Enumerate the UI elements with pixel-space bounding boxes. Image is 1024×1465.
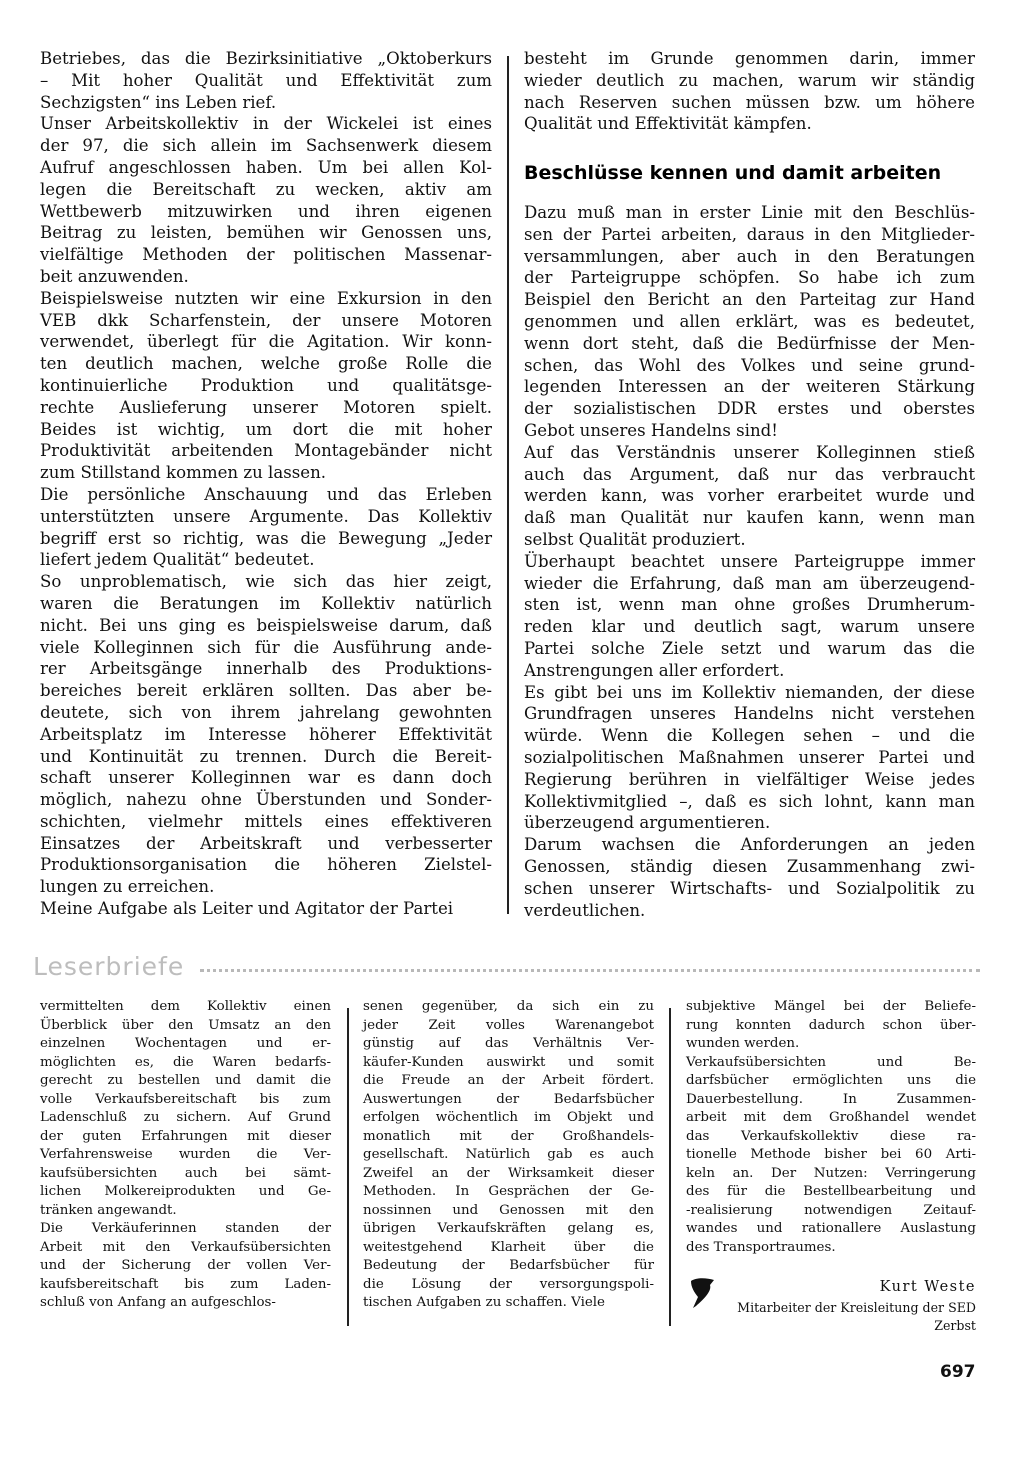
text-line: Auswertungen der Bedarfsbücher <box>363 1091 654 1107</box>
text-line: viele Kolleginnen sich für die Ausführung ande- <box>40 637 492 657</box>
text-line: die Freude an der Arbeit fördert. <box>363 1073 654 1088</box>
text-line: und der Sicherung der vollen Ver- <box>40 1258 331 1273</box>
text-line: sen der Partei arbeiten, daraus in den Mitglieder- <box>524 224 975 244</box>
text-line: monatlich mit der Großhandels- <box>363 1128 654 1144</box>
text-line: Verkaufsübersichten und Be- <box>686 1054 976 1070</box>
text-line: Auf das Verständnis unserer Kolleginnen stieß <box>524 442 975 462</box>
text-line: waren die Beratungen im Kollektiv natürlich <box>40 593 492 613</box>
text-line: Methoden. In Gesprächen der Ge- <box>363 1184 654 1199</box>
text-line: möglichten es, die Waren bedarfs- <box>40 1054 331 1070</box>
text-line: erfolgen wöchentlich im Objekt und <box>363 1110 654 1125</box>
text-line: tionelle Methode bisher bei 60 Arti- <box>686 1147 976 1162</box>
page-number: 697 <box>940 1362 976 1382</box>
section-dotted-rule <box>200 969 980 972</box>
text-line: des Transportraumes. <box>686 1239 836 1255</box>
text-line: arbeit mit dem Großhandel wendet <box>686 1110 976 1125</box>
text-line: nicht. Bei uns ging es beispielsweise darum, daß <box>40 615 492 635</box>
text-line: Dazu muß man in erster Linie mit den Beschlüs- <box>524 203 975 222</box>
text-line: Produktionsorganisation die höheren Zielstel- <box>40 855 492 875</box>
text-line: lichen Molkereiprodukten und Ge- <box>40 1184 331 1199</box>
letter-column-2 <box>363 998 654 1313</box>
text-line: -realisierung notwendigen Zeitauf- <box>686 1202 976 1218</box>
text-line: Arbeit mit den Verkaufsübersichten <box>40 1239 331 1255</box>
text-line: Es gibt bei uns im Kollektiv niemanden, der diese <box>524 682 975 702</box>
text-line: Partei solche Ziele setzt und warum das die <box>524 638 975 658</box>
text-line: schen unserer Wirtschafts- und Sozialpolitik zu <box>524 878 975 898</box>
text-line: besteht im Grunde genommen darin, immer <box>524 49 975 68</box>
text-line: subjektive Mängel bei der Beliefe- <box>686 999 976 1014</box>
text-line: Verfahrensweise wurden die Ver- <box>40 1147 331 1162</box>
text-line: der guten Erfahrungen mit dieser <box>40 1128 331 1144</box>
text-line: daß man Qualität nur kaufen kann, wenn man <box>524 508 975 528</box>
text-line: legenden Interessen an der weiteren Stärkung <box>524 377 975 397</box>
text-line: Überhaupt beachtet unsere Parteigruppe immer <box>524 551 975 571</box>
text-line: einzelnen Wochentagen und er- <box>40 1036 331 1051</box>
text-line: kaufsbereitschaft bis zum Laden- <box>40 1276 331 1292</box>
text-line: tischen Aufgaben zu schaffen. Viele <box>363 1295 605 1310</box>
text-line: wieder deutlich zu machen, warum wir ständig <box>524 70 975 90</box>
text-line: übrigen Verkaufskräften gelang es, <box>363 1221 654 1236</box>
text-line: wieder die Erfahrung, daß man am überzeugend- <box>524 573 975 593</box>
text-line: Darum wachsen die Anforderungen an jeden <box>524 835 975 855</box>
text-line: unterstützten unsere Argumente. Das Kollektiv <box>40 506 492 526</box>
section-label-leserbriefe: Leserbriefe <box>33 952 185 981</box>
article-column-left <box>40 48 492 920</box>
section-heading: Beschlüsse kennen und damit arbeiten <box>524 162 942 184</box>
text-line: rung konnten dadurch schon über- <box>686 1017 976 1033</box>
text-line: des für die Bestellbearbeitung und <box>686 1184 976 1199</box>
text-line: werden kann, was vorher erarbeitet wurde und <box>524 486 975 506</box>
text-line: Regierung berühren in vielfältiger Weise jedes <box>524 769 975 789</box>
author-name: Kurt Weste <box>879 1279 976 1295</box>
text-line: Qualität und Effektivität kämpfen. <box>524 114 812 134</box>
text-line: wenn dort steht, daß die Bedürfnisse der Men- <box>524 333 975 353</box>
text-line: selbst Qualität produziert. <box>524 529 746 549</box>
text-line: Kollektivmitglied –, daß es sich lohnt, kann man <box>524 791 975 811</box>
text-line: vermittelten dem Kollektiv einen <box>40 999 331 1014</box>
text-line: nossinnen und Genossen mit den <box>363 1202 654 1218</box>
text-line: Beides ist wichtig, um dort die mit hoher <box>40 419 492 439</box>
text-line: kontinuierliche Produktion und qualitätsge- <box>40 375 492 395</box>
text-line: schen, das Wohl des Volkes und seine grund- <box>524 355 975 375</box>
text-line: Ladenschluß zu sichern. Auf Grund <box>40 1110 331 1125</box>
text-line: weitestgehend Klarheit über die <box>363 1239 654 1255</box>
text-line: Unser Arbeitskollektiv in der Wickelei ist eines <box>40 114 492 134</box>
column-divider <box>669 1008 671 1326</box>
text-line: Gebot unseres Handelns sind! <box>524 420 778 440</box>
author-place: Zerbst <box>934 1318 976 1333</box>
text-line: gesellschaft. Natürlich gab es auch <box>363 1147 654 1162</box>
text-line: Betriebes, das die Bezirksinitiative „Oktoberkurs <box>40 49 492 68</box>
text-line: senen gegenüber, da sich ein zu <box>363 999 654 1014</box>
text-line: kaufsübersichten auch bei sämt- <box>40 1165 331 1181</box>
text-line: vielfältige Methoden der politischen Massenar- <box>40 245 492 265</box>
text-line: der 97, die sich allein im Sachsenwerk diesem <box>40 136 492 156</box>
text-line: lungen zu erreichen. <box>40 877 215 897</box>
text-line: Dauerbestellung. In Zusammen- <box>686 1091 976 1107</box>
text-line: tränken angewandt. <box>40 1202 177 1218</box>
text-line: Produktivität arbeitenden Montagebänder nicht <box>40 441 492 461</box>
column-divider <box>347 1008 349 1326</box>
text-line: nach Reserven suchen müssen bzw. um höhere <box>524 92 975 112</box>
text-line: schaft unserer Kolleginnen war es dann doch <box>40 768 492 788</box>
article-column-right-top <box>524 48 975 135</box>
text-line: darfsbücher ermöglichten uns die <box>686 1073 976 1088</box>
text-line: Genossen, ständig diesen Zusammenhang zwi- <box>524 856 975 876</box>
text-line: überzeugend argumentieren. <box>524 813 771 833</box>
text-line: deutete, sich von ihrem jahrelang gewohnten <box>40 702 492 722</box>
text-line: Beispiel den Bericht an den Parteitag zur Hand <box>524 290 975 310</box>
text-line: Zweifel an der Wirksamkeit dieser <box>363 1165 654 1181</box>
text-line: – Mit hoher Qualität und Effektivität zum <box>40 70 492 90</box>
text-line: günstig auf das Verhältnis Ver- <box>363 1036 654 1051</box>
text-line: die Lösung der versorgungspoli- <box>363 1276 654 1292</box>
text-line: der sozialistischen DDR erstes und oberstes <box>524 399 975 419</box>
text-line: sozialpolitischen Maßnahmen unserer Partei und <box>524 747 975 767</box>
text-line: möglich, nahezu ohne Überstunden und Sonder- <box>40 790 492 810</box>
text-line: genommen und allen erklärt, was es bedeutet, <box>524 311 975 331</box>
column-divider <box>507 56 509 914</box>
text-line: schichten, vielmehr mittels eines effektiveren <box>40 811 492 831</box>
text-line: versammlungen, aber auch in den Beratungen <box>524 246 975 266</box>
text-line: legen die Bereitschaft zu wecken, aktiv am <box>40 179 492 199</box>
text-line: wandes und rationallere Auslastung <box>686 1221 976 1236</box>
text-line: jeder Zeit volles Warenangebot <box>363 1017 654 1033</box>
text-line: auch das Argument, daß nur das verbraucht <box>524 464 975 484</box>
text-line: rechte Auslieferung unserer Motoren spielt. <box>40 397 492 417</box>
text-line: volle Verkaufsbereitschaft bis zum <box>40 1091 331 1107</box>
text-line: Die Verkäuferinnen standen der <box>40 1221 331 1236</box>
author-role: Mitarbeiter der Kreisleitung der SED <box>737 1300 976 1315</box>
text-line: Beitrag zu leisten, bemühen wir Genossen uns, <box>40 223 492 243</box>
text-line: Einsatzes der Arbeitskraft und verbesserter <box>40 833 492 853</box>
text-line: Anstrengungen aller erfordert. <box>524 660 785 680</box>
text-line: käufer-Kunden auswirkt und somit <box>363 1054 654 1070</box>
article-column-right-bottom <box>524 202 975 921</box>
text-line: Grundfragen unseres Handelns nicht verstehen <box>524 704 975 724</box>
text-line: schluß von Anfang an aufgeschlos- <box>40 1295 276 1310</box>
text-line: würde. Wenn die Kollegen sehen – und die <box>524 726 975 746</box>
handwritten-signature-icon <box>687 1275 717 1311</box>
text-line: der Parteigruppe schöpfen. So habe ich zum <box>524 268 975 288</box>
text-line: verwendet, überlegt für die Agitation. Wir konn- <box>40 332 492 352</box>
text-line: das Verkaufskollektiv diese ra- <box>686 1128 976 1144</box>
text-line: sten ist, wenn man ohne großes Drumherum- <box>524 595 975 615</box>
text-line: Wettbewerb mitzuwirken und ihren eigenen <box>40 201 492 221</box>
letter-column-1 <box>40 998 331 1313</box>
text-line: Arbeitsplatz im Interesse höherer Effektivität <box>40 724 492 744</box>
text-line: Aufruf angeschlossen haben. Um bei allen Kol- <box>40 157 492 177</box>
text-line: reden klar und deutlich sagt, warum unsere <box>524 617 975 637</box>
text-line: beit anzuwenden. <box>40 266 189 286</box>
text-line: und Kontinuität zu trennen. Durch die Bereit- <box>40 746 492 766</box>
text-line: wunden werden. <box>686 1036 800 1051</box>
text-line: zum Stillstand kommen zu lassen. <box>40 463 327 483</box>
text-line: Die persönliche Anschauung und das Erleben <box>40 484 492 504</box>
text-line: ten deutlich machen, welche große Rolle die <box>40 354 492 374</box>
text-line: begriff erst so richtig, was die Bewegung „Jeder <box>40 528 492 548</box>
text-line: Bedeutung der Bedarfsbücher für <box>363 1258 654 1273</box>
text-line: VEB dkk Scharfenstein, der unsere Motoren <box>40 310 492 330</box>
text-line: Überblick über den Umsatz an den <box>40 1017 331 1033</box>
text-line: keln an. Der Nutzen: Verringerung <box>686 1165 976 1181</box>
text-line: So unproblematisch, wie sich das hier zeigt, <box>40 572 492 592</box>
text-line: Meine Aufgabe als Leiter und Agitator der Partei <box>40 899 454 919</box>
text-line: Beispielsweise nutzten wir eine Exkursion in den <box>40 288 492 308</box>
text-line: rer Arbeitsgänge innerhalb des Produktions- <box>40 659 492 679</box>
text-line: bereiches bereit erklären sollten. Das aber be- <box>40 681 492 701</box>
text-line: liefert jedem Qualität“ bedeutet. <box>40 550 315 570</box>
text-line: Sechzigsten“ ins Leben rief. <box>40 92 277 112</box>
text-line: gerecht zu bestellen und damit die <box>40 1073 331 1088</box>
text-line: verdeutlichen. <box>524 900 646 920</box>
letter-column-3 <box>686 998 976 1257</box>
